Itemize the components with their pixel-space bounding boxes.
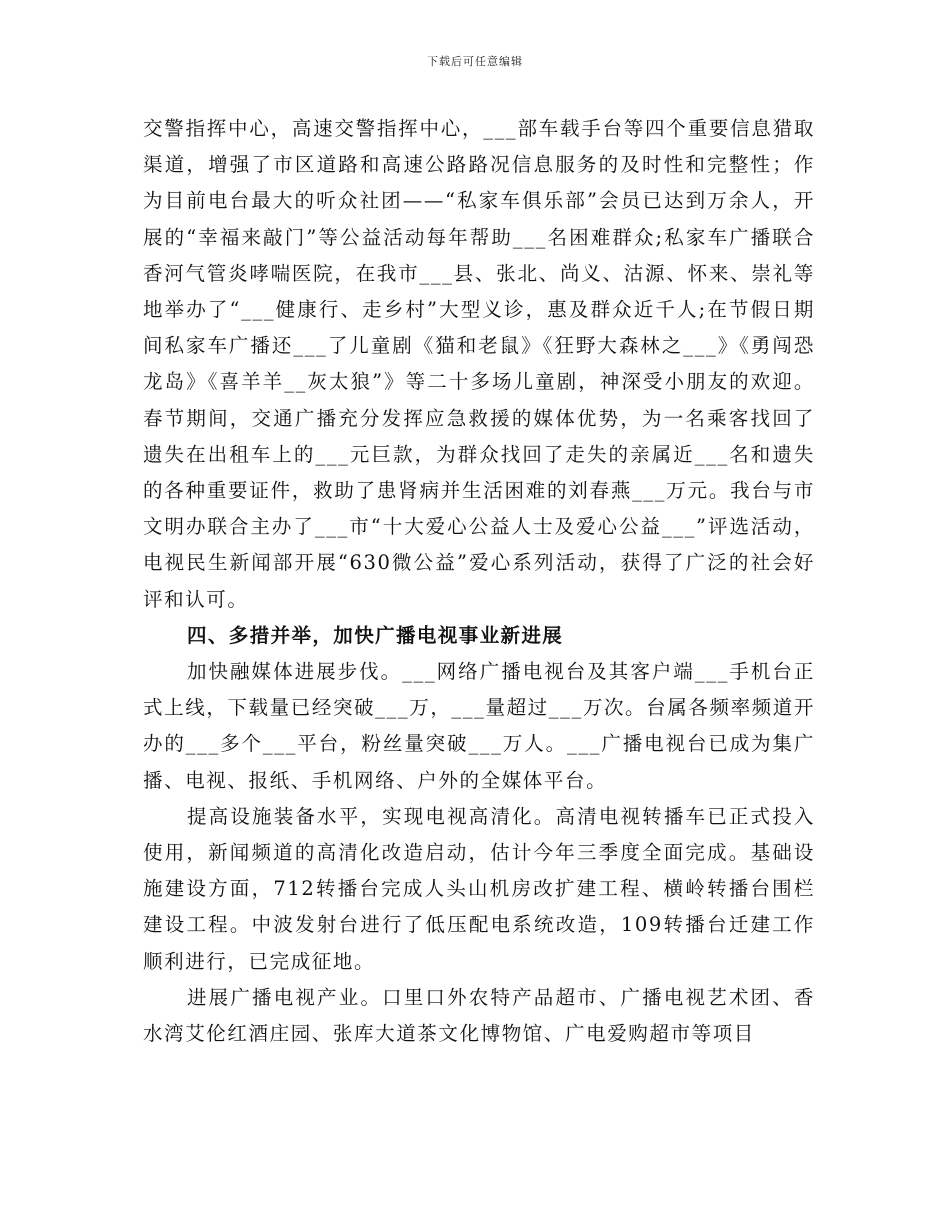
paragraph-media-convergence: 加快融媒体进展步伐。___网络广播电视台及其客户端___手机台正式上线，下载量已经突破___万，___量超过___万次。台属各频率频道开办的___多个___平台，粉丝量突破___万人。___广播电视台已成为集广播、电视、报纸、手机网络、户外的全媒体平台。	[143, 660, 815, 792]
paragraph-facilities: 提高设施装备水平，实现电视高清化。高清电视转播车已正式投入使用，新闻频道的高清化改造启动，估计今年三季度全面完成。基础设施建设方面，712转播台完成人头山机房改扩建工程、横岭转播台围栏建设工程。中波发射台进行了低压配电系统改造，109转播台迁建工作顺利进行，已完成征地。	[143, 804, 815, 973]
document-body	[143, 111, 815, 1052]
paragraph-industry: 进展广播电视产业。口里口外农特产品超市、广播电视艺术团、香水湾艾伦红酒庄园、张库大道茶文化博物馆、广电爱购超市等项目	[143, 985, 815, 1046]
page-header: 下载后可任意编辑	[427, 55, 523, 68]
section-heading: 四、多措并举，加快广播电视事业新进展	[187, 623, 564, 647]
paragraph-public-service: 交警指挥中心，高速交警指挥中心，___部车载手台等四个重要信息猎取渠道，增强了市区道路和高速公路路况信息服务的及时性和完整性；作为目前电台最大的听众社团——“私家车俱乐部”会员已达到万余人，开展的“幸福来敲门”等公益活动每年帮助___名困难群众;私家车广播联合香河气管炎哮喘医院，在我市___县、张北、尚义、沽源、怀来、崇礼等地举办了“___健康行、走乡村”大型义诊，惠及群众近千人;在节假日期间私家车广播还___了儿童剧《猫和老鼠》《狂野大森林之___》《勇闯恐龙岛》《喜羊羊__灰太狼”》等二十多场儿童剧，神深受小朋友的欢迎。春节期间，交通广播充分发挥应急救援的媒体优势，为一名乘客找回了遗失在出租车上的___元巨款，为群众找回了走失的亲属近___名和遗失的各种重要证件，救助了患肾病并生活困难的刘春燕___万元。我台与市文明办联合主办了___市“十大爱心公益人士及爱心公益___”评选活动，电视民生新闻部开展“630微公益”爱心系列活动，获得了广泛的社会好评和认可。	[143, 117, 815, 611]
